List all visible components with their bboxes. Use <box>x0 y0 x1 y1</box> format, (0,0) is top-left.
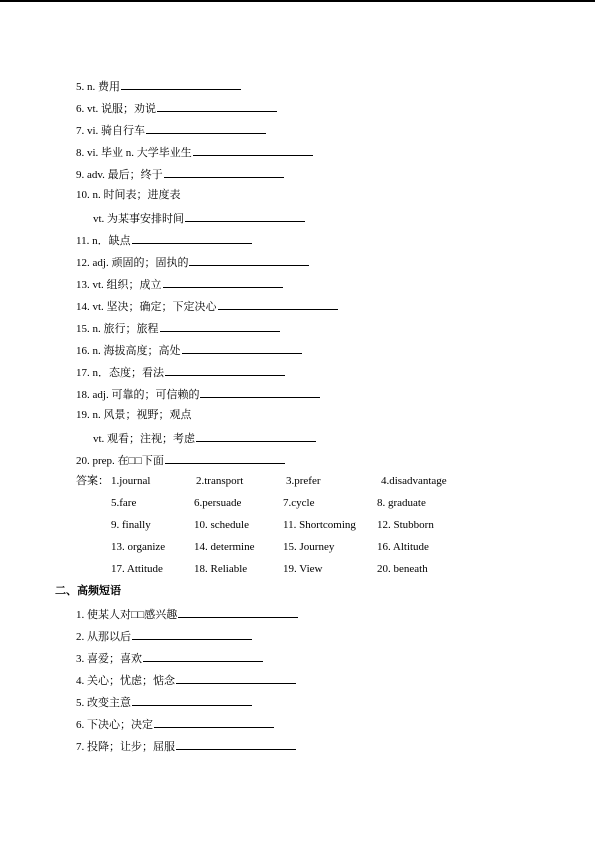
phrase-item <box>76 694 252 710</box>
answer-blank[interactable] <box>165 452 285 464</box>
answer-key-item: 13. organize <box>111 541 166 553</box>
answer-key-item: 18. Reliable <box>194 563 248 575</box>
vocab-item <box>76 386 320 402</box>
answer-key-item: 2.transport <box>196 475 244 487</box>
vocab-item <box>76 342 302 358</box>
vocab-item <box>76 144 313 160</box>
vocab-prompt: 7. vi. 骑自行车 <box>76 125 146 137</box>
answers-label: 答案： <box>76 475 109 487</box>
answer-key-item: 19. View <box>283 563 323 575</box>
answer-blank[interactable] <box>218 298 338 310</box>
phrase-prompt: 2. 从那以后 <box>76 631 131 643</box>
answer-key-item: 17. Attitude <box>111 563 163 575</box>
answer-blank[interactable] <box>143 650 263 662</box>
vocab-prompt: 13. vt. 组织；成立 <box>76 279 162 291</box>
vocab-prompt: 10. n. 时间表；进度表 <box>76 189 181 201</box>
answer-key-item: 11. Shortcoming <box>283 519 356 531</box>
vocab-item <box>76 254 309 270</box>
phrase-prompt: 3. 喜爱；喜欢 <box>76 653 142 665</box>
vocab-item <box>93 210 305 226</box>
answer-blank[interactable] <box>178 606 298 618</box>
answer-key-item: 5.fare <box>111 497 137 509</box>
answer-blank[interactable] <box>132 232 252 244</box>
vocab-item <box>76 100 277 116</box>
answer-key-item: 1.journal <box>111 475 151 487</box>
phrase-prompt: 4. 关心；忧虑；惦念 <box>76 675 175 687</box>
vocab-prompt: 14. vt. 坚决；确定；下定决心 <box>76 301 217 313</box>
phrase-prompt: 1. 使某人对□□感兴趣 <box>76 609 178 621</box>
answer-blank[interactable] <box>132 694 252 706</box>
vocab-item <box>76 166 284 182</box>
answer-blank[interactable] <box>157 100 277 112</box>
answer-key-item: 3.prefer <box>286 475 321 487</box>
vocab-prompt: 19. n. 风景；视野；观点 <box>76 409 192 421</box>
vocab-prompt: 18. adj. 可靠的；可信赖的 <box>76 389 200 401</box>
answer-key-item: 16. Altitude <box>377 541 429 553</box>
phrase-item <box>76 738 296 754</box>
answer-blank[interactable] <box>165 364 285 376</box>
answer-blank[interactable] <box>132 628 252 640</box>
vocab-prompt: 11. n．缺点 <box>76 235 131 247</box>
answer-blank[interactable] <box>196 430 316 442</box>
answer-blank[interactable] <box>160 320 280 332</box>
section-heading: 二、高频短语 <box>55 585 121 597</box>
phrase-prompt: 7. 投降；让步；屈服 <box>76 741 175 753</box>
vocab-item <box>76 122 266 138</box>
answer-key-item: 10. schedule <box>194 519 249 531</box>
answer-key-item: 9. finally <box>111 519 151 531</box>
vocab-item <box>76 188 181 202</box>
answer-key-item: 15. Journey <box>283 541 335 553</box>
answer-blank[interactable] <box>176 672 296 684</box>
answer-blank[interactable] <box>163 276 283 288</box>
answer-key-item: 7.cycle <box>283 497 315 509</box>
answer-blank[interactable] <box>200 386 320 398</box>
phrase-item <box>76 672 296 688</box>
vocab-prompt: 16. n. 海拔高度；高处 <box>76 345 181 357</box>
answer-blank[interactable] <box>176 738 296 750</box>
vocab-prompt: 17. n．态度；看法 <box>76 367 164 379</box>
vocab-prompt: 6. vt. 说服；劝说 <box>76 103 157 115</box>
vocab-item <box>76 364 285 380</box>
vocab-item <box>76 78 241 94</box>
answer-blank[interactable] <box>121 78 241 90</box>
phrase-item <box>76 606 298 622</box>
phrase-prompt: 6. 下决心；决定 <box>76 719 153 731</box>
answer-key-item: 6.persuade <box>194 497 242 509</box>
vocab-prompt: 12. adj. 顽固的；固执的 <box>76 257 189 269</box>
answer-blank[interactable] <box>164 166 284 178</box>
answer-blank[interactable] <box>189 254 309 266</box>
phrase-item <box>76 628 252 644</box>
vocab-prompt: vt. 观看；注视；考虑 <box>93 433 196 445</box>
vocab-prompt: 20. prep. 在□□下面 <box>76 455 164 467</box>
vocab-prompt: 9. adv. 最后；终于 <box>76 169 163 181</box>
vocab-prompt: vt. 为某事安排时间 <box>93 213 185 225</box>
phrase-item <box>76 650 263 666</box>
vocab-prompt: 8. vi. 毕业 n. 大学毕业生 <box>76 147 192 159</box>
answer-blank[interactable] <box>185 210 305 222</box>
phrase-item <box>76 716 274 732</box>
vocab-prompt: 5. n. 费用 <box>76 81 120 93</box>
vocab-prompt: 15. n. 旅行；旅程 <box>76 323 159 335</box>
answer-blank[interactable] <box>146 122 266 134</box>
vocab-item <box>76 408 192 422</box>
phrase-prompt: 5. 改变主意 <box>76 697 131 709</box>
answer-blank[interactable] <box>182 342 302 354</box>
vocab-item <box>76 232 252 248</box>
answer-blank[interactable] <box>154 716 274 728</box>
vocab-item <box>93 430 316 446</box>
answer-key-item: 20. beneath <box>377 563 428 575</box>
answer-key-item: 12. Stubborn <box>377 519 434 531</box>
answer-blank[interactable] <box>193 144 313 156</box>
vocab-item <box>76 452 285 468</box>
vocab-item <box>76 298 338 314</box>
answer-key-item: 14. determine <box>194 541 255 553</box>
answer-key-item: 8. graduate <box>377 497 426 509</box>
vocab-item <box>76 276 283 292</box>
vocab-item <box>76 320 280 336</box>
answer-key-item: 4.disadvantage <box>381 475 447 487</box>
